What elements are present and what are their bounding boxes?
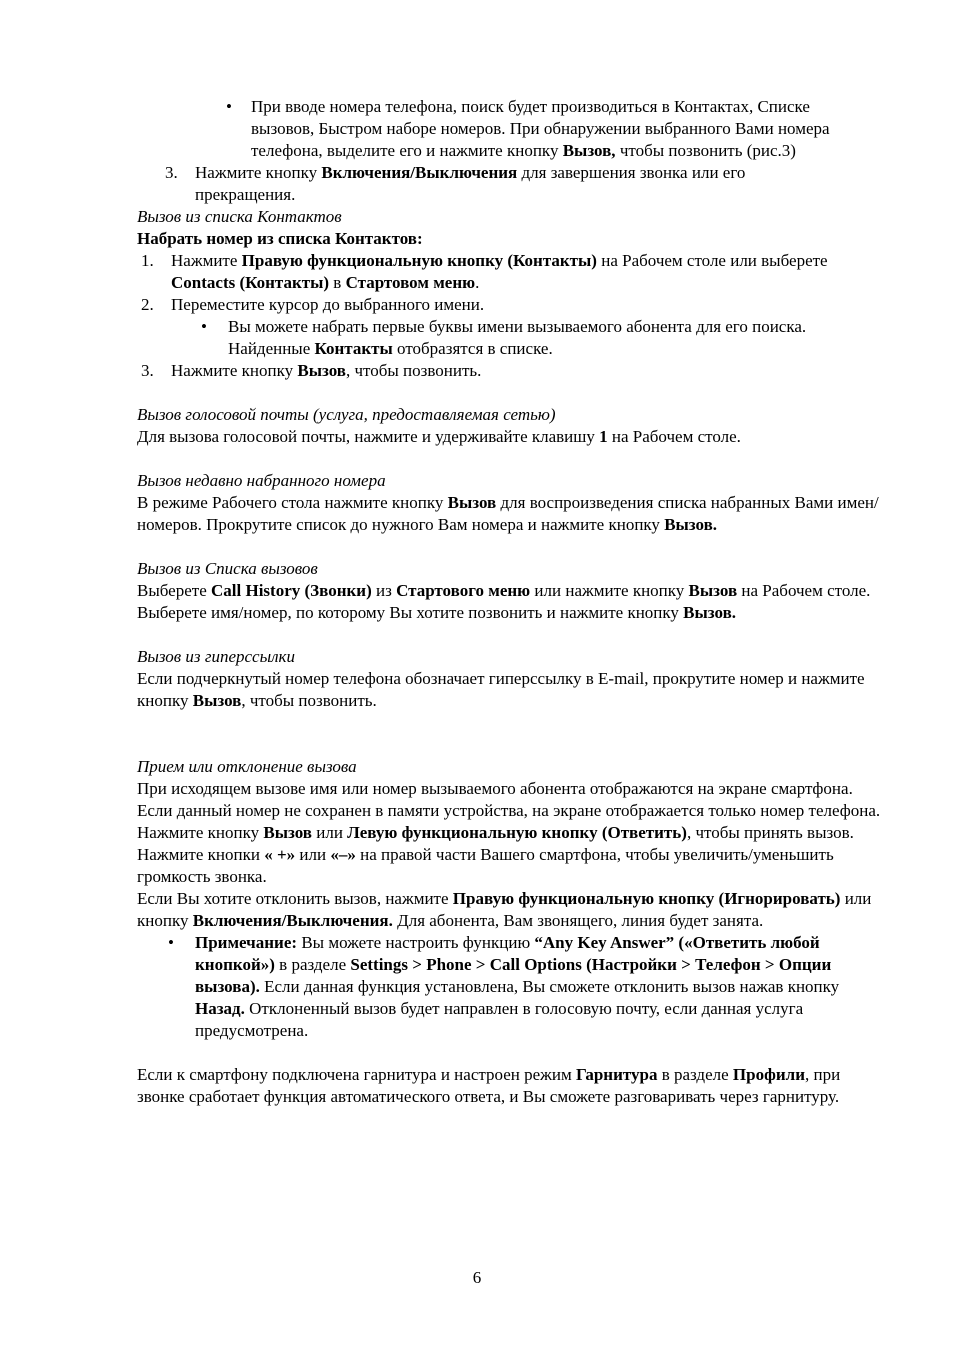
section-heading-incoming: Прием или отклонение вызова — [137, 757, 357, 776]
search-tip-bullet: • При вводе номера телефона, поиск будет производиться в Контактах, Списке вызовов, Быстром наборе номеров. При обнаружении выбранного Вами номера телефона, выделите его и нажмите кнопку Вызов, чтобы позвонить (рис.3) — [226, 97, 830, 160]
note-bullet: • Примечание: Вы можете настроить функцию “Any Key Answer” («Ответить любой кнопкой») в разделе Settings > Phone > Call Options (Настройки > Телефон > Опции вызова). Если данная функция установлена, Вы сможете отклонить вызов нажав кнопку Назад. Отклоненный вызов будет направлен в голосовую почту, если данная услуга предусмотрена. — [168, 933, 840, 1040]
voicemail-text: Для вызова голосовой почты, нажмите и удерживайте клавишу 1 на Рабочем столе. — [137, 427, 741, 446]
bullet-marker: • — [168, 933, 174, 952]
hyperlink-text: Если подчеркнутый номер телефона обозначает гиперссылку в E-mail, прокрутите номер и нажмите кнопку Вызов, чтобы позвонить. — [137, 669, 865, 710]
subheading-contacts: Набрать номер из списка Контактов: — [137, 229, 423, 248]
history-text: Выберете Call History (Звонки) из Стартового меню или нажмите кнопку Вызов на Рабочем столе. Выберете имя/номер, по которому Вы хотите позвонить и нажмите кнопку Вызов. — [137, 581, 871, 622]
section-heading-voicemail: Вызов голосовой почты (услуга, предоставляемая сетью) — [137, 405, 556, 424]
step-3-end-call: 3. Нажмите кнопку Включения/Выключения для завершения звонка или его прекращения. — [165, 163, 746, 204]
bullet-marker: • — [226, 97, 232, 116]
bullet-marker: • — [201, 317, 207, 336]
section-heading-contacts: Вызов из списка Контактов — [137, 207, 342, 226]
page-content — [137, 96, 887, 1108]
contacts-bullet: • Вы можете набрать первые буквы имени вызываемого абонента для его поиска. Найденные Контакты отобразятся в списке. — [201, 317, 807, 358]
section-heading-history: Вызов из Списка вызовов — [137, 559, 318, 578]
headset-text: Если к смартфону подключена гарнитура и настроен режим Гарнитура в разделе Профили, при звонке сработает функция автоматического ответа, и Вы сможете разговаривать через гарнитуру. — [137, 1065, 841, 1106]
page-number: 6 — [472, 1268, 482, 1287]
recent-text: В режиме Рабочего стола нажмите кнопку Вызов для воспроизведения списка набранных Вами имен/номеров. Прокрутите список до нужного Вам номера и нажмите кнопку Вызов. — [137, 493, 879, 534]
incoming-p3: Если Вы хотите отклонить вызов, нажмите Правую функциональную кнопку (Игнорировать) или кнопку Включения/Выключения. Для абонента, Вам звонящего, линия будет занята. — [137, 889, 872, 930]
section-heading-recent: Вызов недавно набранного номера — [137, 471, 386, 490]
incoming-p1: При исходящем вызове имя или номер вызываемого абонента отображаются на экране смартфона. Если данный номер не сохранен в памяти устройства, на экране отображается только номер телефона. — [137, 779, 881, 820]
incoming-p2: Нажмите кнопку Вызов или Левую функциональную кнопку (Ответить), чтобы принять вызов. Нажмите кнопки « +» или «–» на правой части Вашего смартфона, чтобы увеличить/уменьшить громкость звонка. — [137, 823, 854, 886]
contacts-step-2: 2. Переместите курсор до выбранного имени. — [141, 295, 485, 314]
section-heading-hyperlink: Вызов из гиперссылки — [137, 647, 295, 666]
contacts-step-1: 1. Нажмите Правую функциональную кнопку (Контакты) на Рабочем столе или выберете Contacts (Контакты) в Стартовом меню. — [141, 251, 828, 292]
contacts-step-3: 3. Нажмите кнопку Вызов, чтобы позвонить. — [141, 361, 482, 380]
